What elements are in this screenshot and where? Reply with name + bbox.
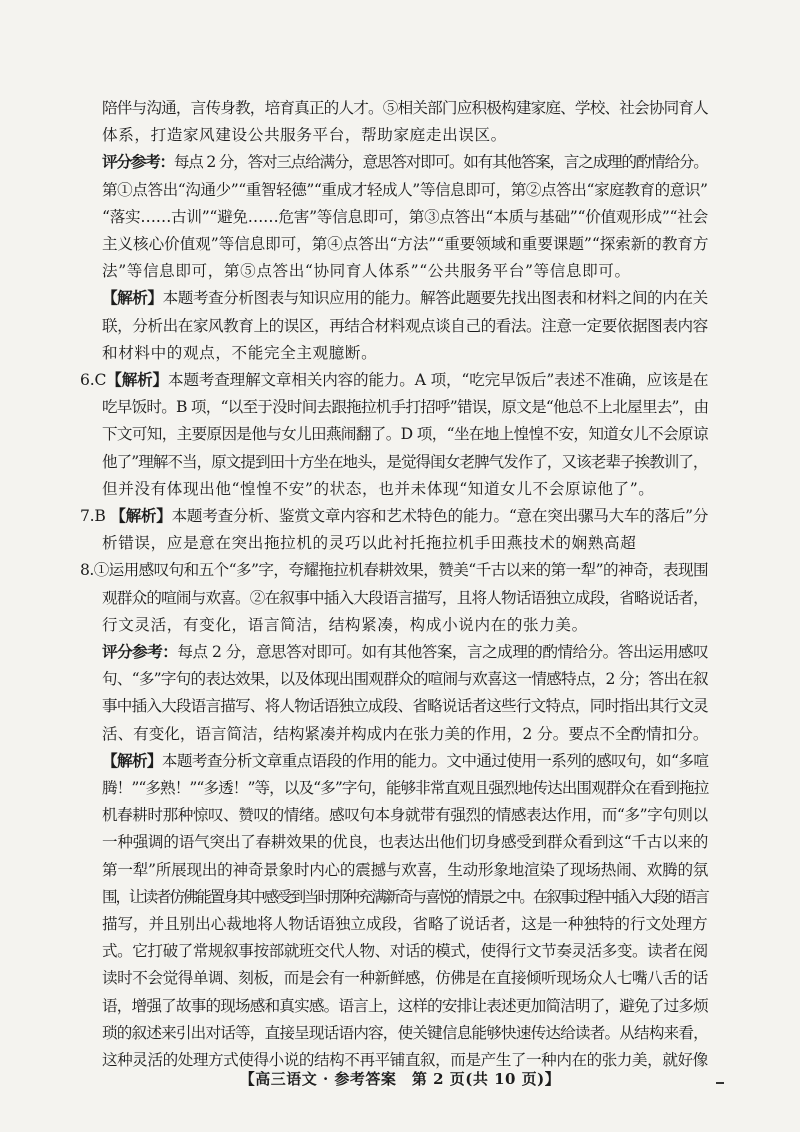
q8-score-line: 事中插入大段语言描写、将人物话语独立成段、省略说话者这些行文特点，同时指出其行文灵 <box>102 697 708 715</box>
q5-analysis-line: 和材料中的观点，不能完全主观臆断。 <box>102 344 378 362</box>
q8-line: 8.①运用感叹句和五个“多”字，夸耀拖拉机春耕效果，赞美“千古以来的第一犁”的神奇，表现围 <box>80 561 708 579</box>
q8-analysis-line: 【解析】本题考查分析文章重点语段的作用的能力。文中通过使用一系列的感叹句，如“多喧 <box>102 751 709 770</box>
q8-score-line: 评分参考：每点 2 分，意思答对即可。如有其他答案，言之成理的酌情给分。答出运用感叹 <box>102 642 709 661</box>
question-number: 6.C <box>80 371 107 389</box>
question-number: 7.B <box>80 507 106 525</box>
analysis-label: 【解析】 <box>110 506 172 525</box>
q5-answer-line: 陪伴与沟通，言传身教，培育真正的人才。⑤相关部门应积极构建家庭、学校、社会协同育人 <box>102 99 708 117</box>
q8-line: 行文灵活，有变化，语言简洁，结构紧凑，构成小说内在的张力美。 <box>102 616 588 634</box>
q6-line: 下文可知，主要原因是他与女儿田燕闹翻了。D 项，“坐在地上惶惶不安，知道女儿不会原谅 <box>102 425 708 443</box>
q5-score-line: 主义核心价值观”等信息即可，第④点答出“方法”“重要领域和重要课题”“探索新的教育方 <box>102 235 709 253</box>
q6-line: 但并没有体现出他“惶惶不安”的状态，也并未体现“知道女儿不会原谅他了”。 <box>102 480 655 498</box>
q7-line: 7.B 【解析】本题考查分析、鉴赏文章内容和艺术特色的能力。“意在突出骡马大车的落后”分 <box>80 506 709 525</box>
q7-line: 析错误，应是意在突出拖拉机的灵巧以此衬托拖拉机手田燕技术的娴熟高超 <box>102 534 637 552</box>
q5-answer-line: 体系，打造家风建设公共服务平台，帮助家庭走出误区。 <box>102 126 507 144</box>
q8-analysis-line: 琐的叙述来引出对话等，直接呈现话语内容，使关键信息能够快速传达给读者。从结构来看， <box>102 1024 708 1042</box>
q8-score-line: 句、“多”字句的表达效果，以及体现出围观群众的喧闹与欢喜这一情感特点，2 分；答出在叙 <box>102 670 708 688</box>
q8-analysis-line-overflow: 这种灵活的处理方式使得小说的结构不再平铺直叙，而是产生了一种内在的张力美，就好像 <box>102 1051 708 1069</box>
q5-score-line: “落实……古训”“避免……危害”等信息即可，第③点答出“本质与基础”“价值观形成”“社会 <box>102 208 708 226</box>
q5-analysis-line: 联，分析出在家风教育上的误区，再结合材料观点谈自己的看法。注意一定要依据图表内容 <box>102 317 708 335</box>
q6-line: 吃早饭时。B 项，“以至于没时间去跟拖拉机手打招呼”错误，原文是“他总不上北屋里去”，由 <box>102 398 709 416</box>
q5-score-line: 法”等信息即可，第⑤点答出“协同育人体系”“公共服务平台”等信息即可。 <box>102 262 631 280</box>
corner-mark <box>716 1082 724 1084</box>
q6-line: 他了”理解不当，原文提到田十方坐在地头，是觉得闺女老脾气发作了，又该老辈子挨教训了， <box>102 453 708 471</box>
analysis-label: 【解析】 <box>102 751 162 770</box>
analysis-label: 【解析】 <box>106 370 168 389</box>
q8-analysis-line: 读时不会觉得单调、刻板，而是会有一种新鲜感，仿佛是在直接倾听现场众人七嘴八舌的话 <box>102 969 708 987</box>
q5-analysis-line: 【解析】本题考查分析图表与知识应用的能力。解答此题要先找出图表和材料之间的内在关 <box>102 288 708 307</box>
score-label: 评分参考： <box>102 152 174 171</box>
q5-score-line: 评分参考：每点 2 分，答对三点给满分，意思答对即可。如有其他答案，言之成理的酌情给分。 <box>102 152 708 171</box>
question-number: 8. <box>80 561 94 579</box>
q8-analysis-line: 语，增强了故事的现场感和真实感。语言上，这样的安排让表述更加简洁明了，避免了过多烦 <box>102 997 708 1015</box>
q8-line: 观群众的喧闹与欢喜。②在叙事中插入大段语言描写，且将人物话语独立成段，省略说话者， <box>102 589 708 607</box>
q8-analysis-line: 第一犁”所展现出的神奇景象时内心的震撼与欢喜，生动形象地渲染了现场热闹、欢腾的氛 <box>102 861 709 879</box>
q8-analysis-line: 式。它打破了常规叙事按部就班交代人物、对话的模式，使得行文节奏灵活多变。读者在阅 <box>102 942 708 960</box>
q8-analysis-line: 描写，并且别出心裁地将人物话语独立成段，省略了说话者，这是一种独特的行文处理方 <box>102 915 708 933</box>
q8-score-line: 活、有变化，语言简洁，结构紧凑并构成内在张力美的作用，2 分。要点不全酌情扣分。 <box>102 725 709 743</box>
q8-analysis-line: 腾！”“多熟！”“多透！”等，以及“多”字句，能够非常直观且强烈地传达出围观群众在看到拖拉 <box>102 779 709 797</box>
score-label: 评分参考： <box>102 642 178 661</box>
q8-analysis-line: 机春耕时那种惊叹、赞叹的情绪。感叹句本身就带有强烈的情感表达作用，而“多”字句则以 <box>102 806 708 824</box>
q6-line: 6.C【解析】本题考查理解文章相关内容的能力。A 项，“吃完早饭后”表述不准确，应该是在 <box>80 370 709 389</box>
analysis-label: 【解析】 <box>102 288 163 307</box>
page-footer: 【高三语文 · 参考答案 第 2 页(共 10 页)】 <box>239 1070 561 1088</box>
q8-analysis-line: 一种强调的语气突出了春耕效果的优良，也表达出他们切身感受到群众看到这“千古以来的 <box>102 833 709 851</box>
q8-analysis-line: 围，让读者仿佛能置身其中感受到当时那种充满新奇与喜悦的情景之中。在叙事过程中插入大段的语言 <box>102 888 708 906</box>
q5-score-line: 第①点答出“沟通少”“重智轻德”“重成才轻成人”等信息即可，第②点答出“家庭教育的意识” <box>102 181 708 199</box>
